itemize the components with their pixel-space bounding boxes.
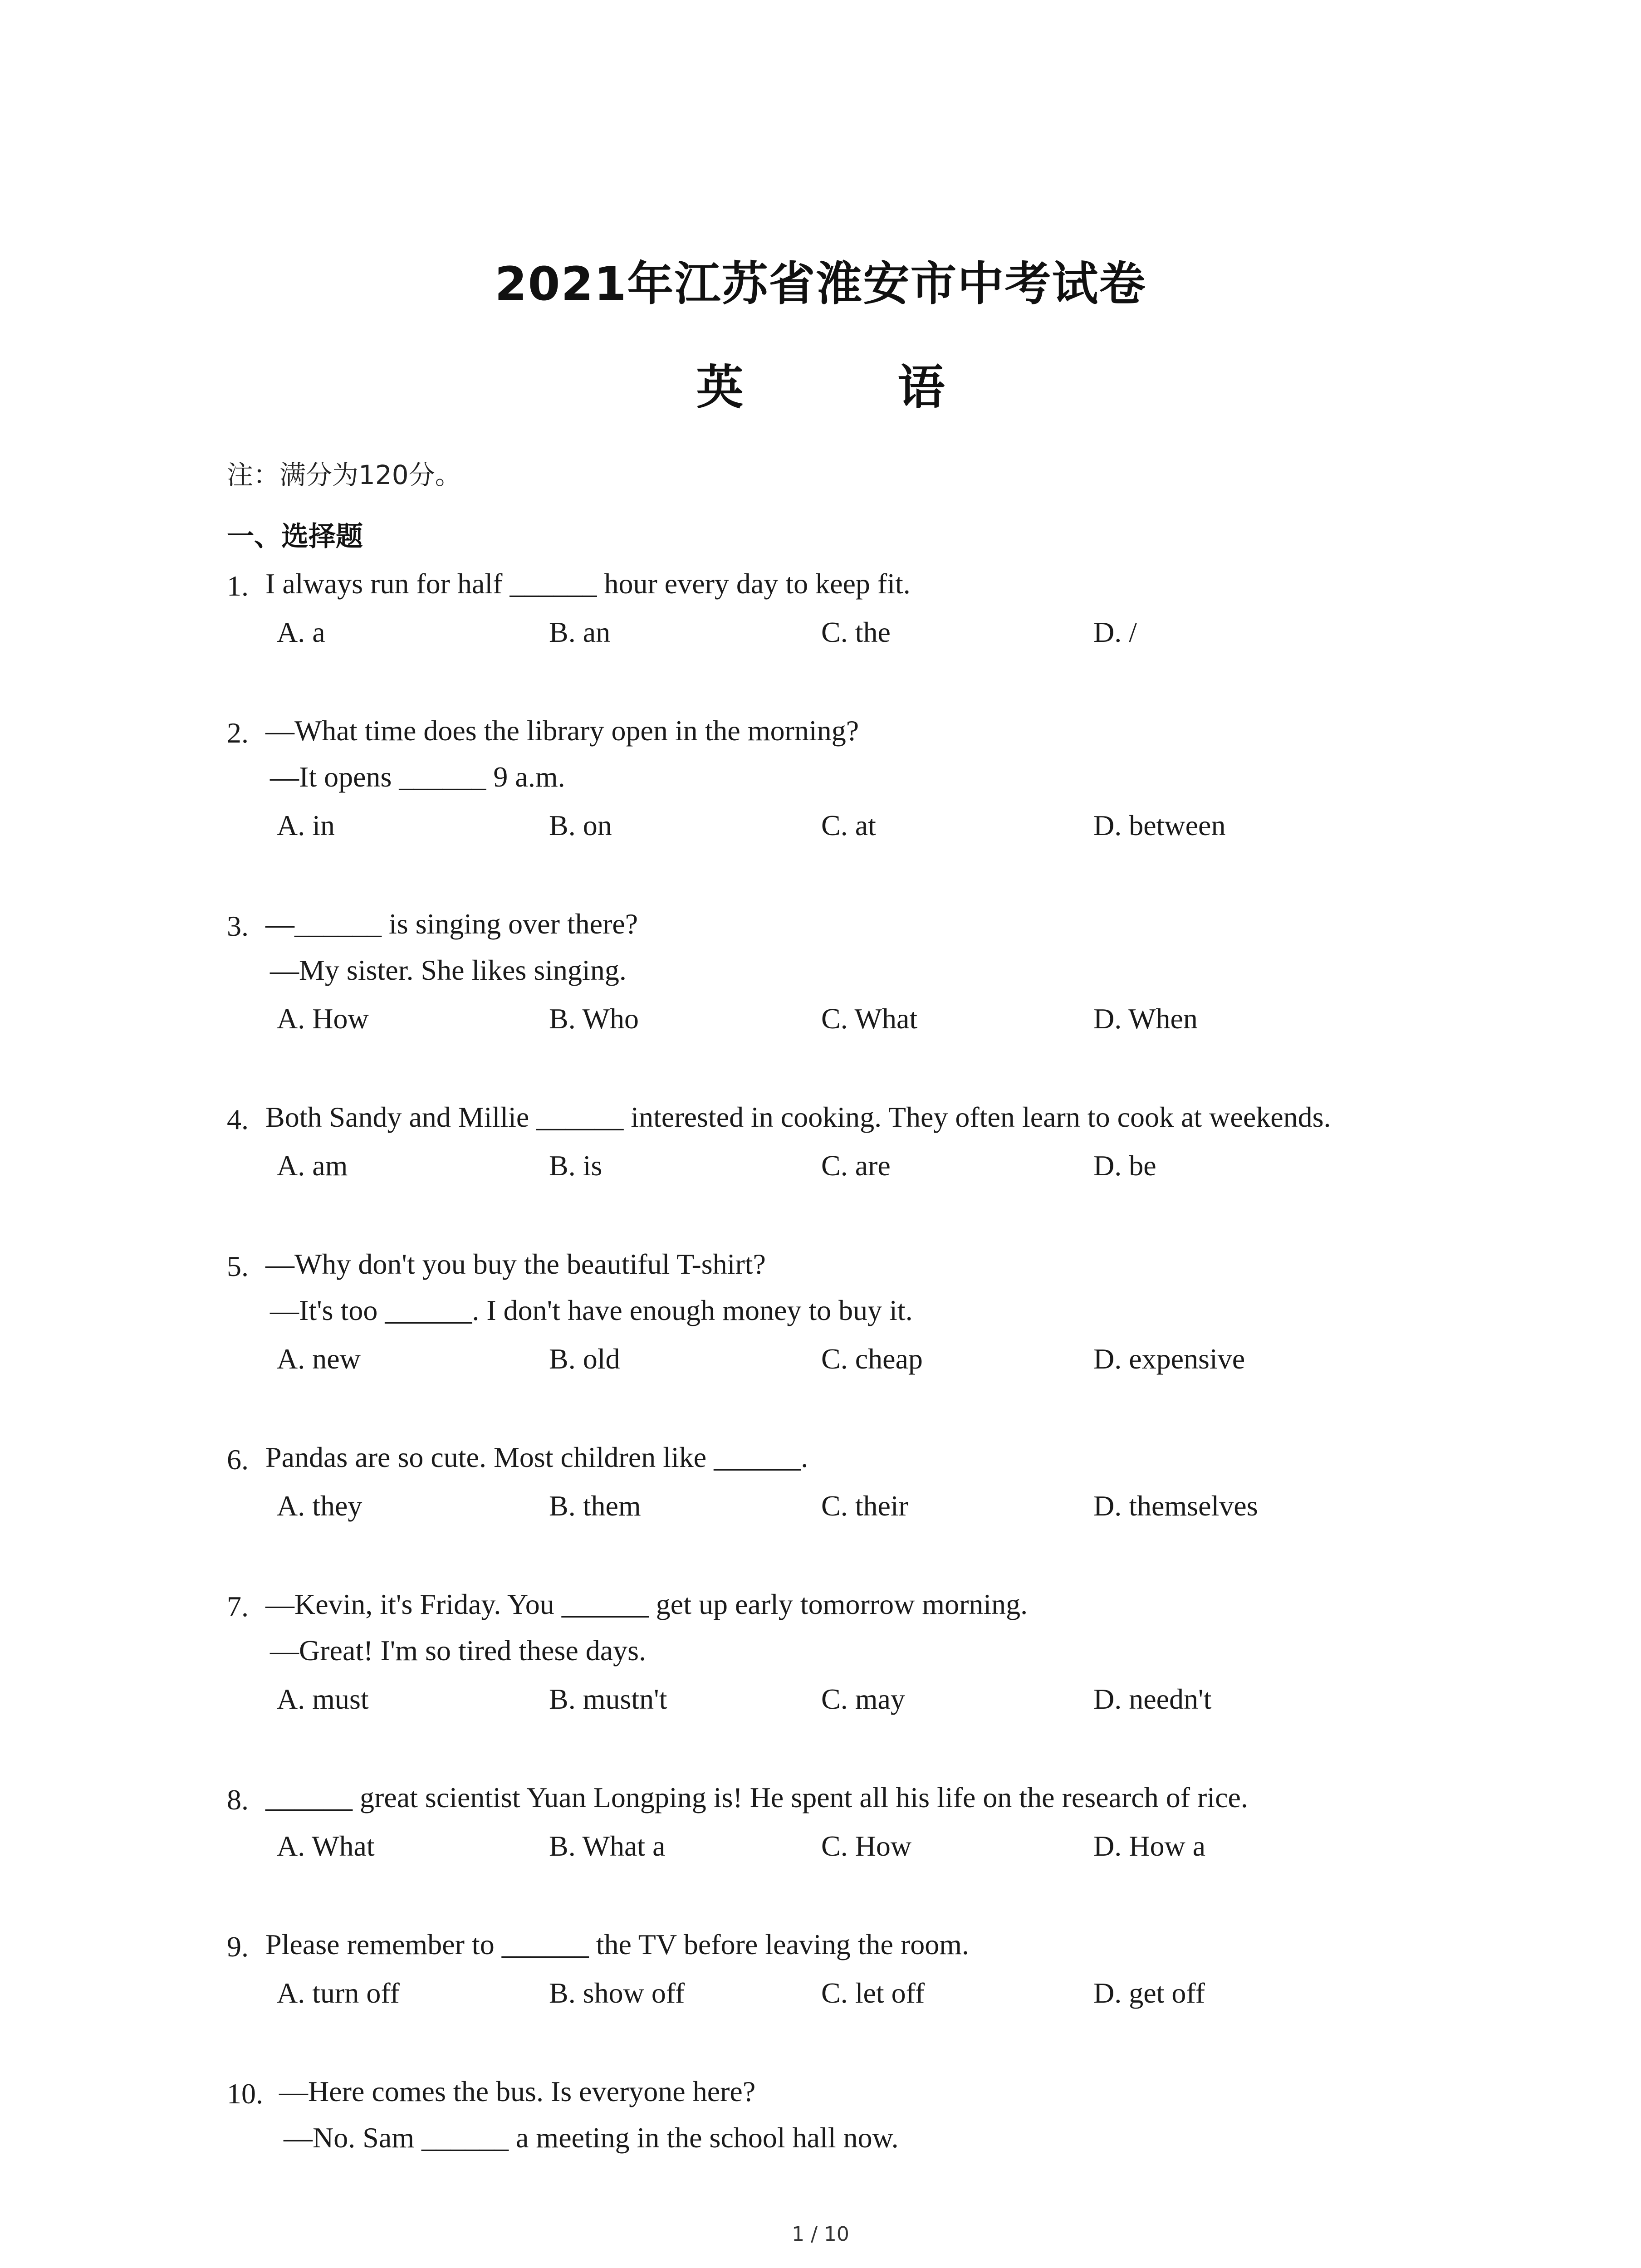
answer-option-c[interactable]: C. What <box>821 1002 918 1035</box>
question-number: 8. <box>227 1784 249 1816</box>
question-number: 5. <box>227 1250 249 1282</box>
answer-option-a[interactable]: A. in <box>277 809 335 841</box>
answer-option-a[interactable]: A. How <box>277 1002 369 1035</box>
answer-option-b[interactable]: B. Who <box>549 1002 639 1035</box>
question-text-line: —What time does the library open in the morning? <box>265 714 859 747</box>
answer-option-a[interactable]: A. a <box>277 616 325 648</box>
section-heading: 一、选择题 <box>227 521 363 552</box>
answer-option-b[interactable]: B. old <box>549 1343 620 1375</box>
answer-option-d[interactable]: D. themselves <box>1093 1490 1258 1522</box>
question-number: 7. <box>227 1590 249 1623</box>
answer-option-d[interactable]: D. between <box>1093 809 1226 841</box>
question-text-line: —______ is singing over there? <box>265 908 638 940</box>
answer-option-c[interactable]: C. cheap <box>821 1343 923 1375</box>
question-text-line: —My sister. She likes singing. <box>270 954 627 986</box>
answer-option-a[interactable]: A. they <box>277 1490 362 1522</box>
answer-option-b[interactable]: B. on <box>549 809 612 841</box>
question-text-line: —It's too ______. I don't have enough money to buy it. <box>270 1294 913 1326</box>
page-number: 1 / 10 <box>792 2223 849 2246</box>
answer-option-d[interactable]: D. be <box>1093 1149 1156 1182</box>
answer-option-c[interactable]: C. How <box>821 1830 912 1862</box>
answer-option-d[interactable]: D. / <box>1093 616 1137 648</box>
question-number: 9. <box>227 1931 249 1963</box>
answer-option-b[interactable]: B. is <box>549 1149 603 1182</box>
question-text-line: ______ great scientist Yuan Longping is! He spent all his life on the research of rice. <box>265 1781 1248 1813</box>
question-number: 3. <box>227 910 249 942</box>
answer-option-d[interactable]: D. How a <box>1093 1830 1206 1862</box>
answer-option-b[interactable]: B. What a <box>549 1830 666 1862</box>
question-number: 10. <box>227 2077 263 2110</box>
answer-option-b[interactable]: B. show off <box>549 1977 685 2009</box>
question-text-line: —Kevin, it's Friday. You ______ get up early tomorrow morning. <box>265 1588 1028 1620</box>
answer-option-c[interactable]: C. the <box>821 616 891 648</box>
score-note: 注：满分为120分。 <box>227 459 461 490</box>
question-text-line: Pandas are so cute. Most children like ______. <box>265 1441 808 1473</box>
question-text-line: —Great! I'm so tired these days. <box>270 1634 647 1667</box>
page-subtitle: 英 语 <box>696 360 999 415</box>
answer-option-a[interactable]: A. What <box>277 1830 375 1862</box>
answer-option-d[interactable]: D. expensive <box>1093 1343 1245 1375</box>
question-text-line: Please remember to ______ the TV before leaving the room. <box>265 1928 969 1960</box>
question-text-line: —Why don't you buy the beautiful T-shirt? <box>265 1248 766 1280</box>
answer-option-d[interactable]: D. get off <box>1093 1977 1205 2009</box>
question-number: 4. <box>227 1103 249 1135</box>
question-number: 6. <box>227 1443 249 1476</box>
answer-option-a[interactable]: A. must <box>277 1683 369 1715</box>
question-text-line: I always run for half ______ hour every day to keep fit. <box>265 567 911 600</box>
answer-option-c[interactable]: C. their <box>821 1490 908 1522</box>
question-text-line: —It opens ______ 9 a.m. <box>270 761 565 793</box>
answer-option-a[interactable]: A. new <box>277 1343 361 1375</box>
question-text-line: Both Sandy and Millie ______ interested in cooking. They often learn to cook at weekends. <box>265 1101 1331 1133</box>
answer-option-d[interactable]: D. When <box>1093 1002 1198 1035</box>
answer-option-b[interactable]: B. them <box>549 1490 641 1522</box>
question-number: 2. <box>227 717 249 749</box>
answer-option-c[interactable]: C. may <box>821 1683 905 1715</box>
question-text-line: —No. Sam ______ a meeting in the school hall now. <box>284 2121 899 2154</box>
answer-option-d[interactable]: D. needn't <box>1093 1683 1212 1715</box>
answer-option-b[interactable]: B. mustn't <box>549 1683 667 1715</box>
answer-option-a[interactable]: A. am <box>277 1149 348 1182</box>
answer-option-c[interactable]: C. at <box>821 809 876 841</box>
page-title: 2021年江苏省淮安市中考试卷 <box>495 257 1146 311</box>
answer-option-a[interactable]: A. turn off <box>277 1977 400 2009</box>
question-text-line: —Here comes the bus. Is everyone here? <box>279 2075 756 2107</box>
answer-option-c[interactable]: C. let off <box>821 1977 925 2009</box>
answer-option-c[interactable]: C. are <box>821 1149 891 1182</box>
question-number: 1. <box>227 570 249 602</box>
answer-option-b[interactable]: B. an <box>549 616 611 648</box>
